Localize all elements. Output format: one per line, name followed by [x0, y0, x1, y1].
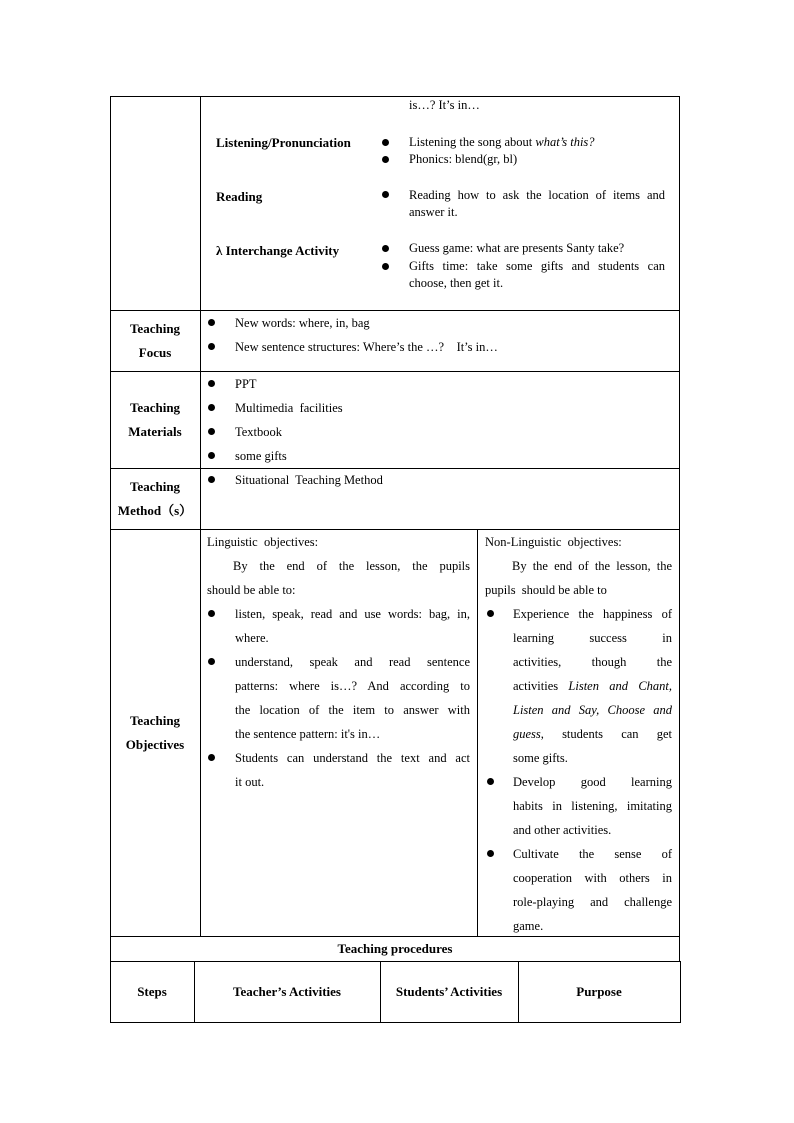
- non-linguistic-item: Develop good learning habits in listening, imitating and other activities.: [513, 775, 672, 837]
- bullet-icon: [208, 452, 215, 459]
- method-item: Situational Teaching Method: [235, 473, 383, 487]
- continuation-text: is…? It’s in…: [409, 98, 480, 112]
- linguistic-item: listen, speak, read and use words: bag, in, where.: [235, 607, 470, 645]
- section-title-listening: Listening/Pronunciation: [216, 135, 351, 150]
- non-linguistic-intro: By the end of the lesson, the: [512, 559, 672, 573]
- reading-item: Reading how to ask the location of items and answer it.: [409, 188, 665, 219]
- linguistic-heading: Linguistic objectives:: [207, 535, 319, 549]
- gifts-item: Gifts time: take some gifts and students can choose, then get it.: [409, 259, 665, 290]
- bullet-icon: [382, 245, 389, 252]
- non-linguistic-item: Cultivate the sense of cooperation with others in role-playing and challenge game.: [513, 847, 672, 933]
- linguistic-intro: By the end of the lesson, the pupils: [233, 559, 470, 573]
- linguistic-intro-end: should be able to:: [207, 583, 296, 597]
- non-linguistic-intro-end: pupils should be able to: [485, 583, 607, 597]
- linguistic-item: Students can understand the text and act it out.: [235, 751, 470, 789]
- materials-item: PPT: [235, 377, 257, 391]
- phonics-item: Phonics: blend(gr, bl): [409, 152, 518, 166]
- bullet-icon: [208, 476, 215, 483]
- materials-item: Multimedia facilities: [235, 401, 343, 415]
- section-title-reading: Reading: [216, 189, 263, 204]
- procedures-title: Teaching procedures: [337, 941, 453, 956]
- bullet-icon: [208, 428, 215, 435]
- bullet-icon: [208, 380, 215, 387]
- objectives-label: Teaching Objectives: [125, 713, 185, 752]
- bullet-icon: [382, 263, 389, 270]
- materials-item: Textbook: [235, 425, 283, 439]
- bullet-icon: [382, 139, 389, 146]
- bullet-icon: [382, 191, 389, 198]
- header-steps: Steps: [137, 984, 167, 999]
- guess-game-item: Guess game: what are presents Santy take?: [409, 241, 625, 255]
- method-label: Teaching Method（s）: [117, 479, 193, 518]
- bullet-icon: [382, 156, 389, 163]
- bullet-icon: [208, 658, 215, 665]
- focus-label: Teaching Focus: [129, 321, 181, 360]
- listening-item: Listening the song about what’s this?: [409, 135, 595, 149]
- header-teacher-activities: Teacher’s Activities: [233, 984, 341, 999]
- focus-item: New words: where, in, bag: [235, 316, 370, 330]
- bullet-icon: [487, 610, 494, 617]
- materials-item: some gifts: [235, 449, 287, 463]
- bullet-icon: [208, 610, 215, 617]
- header-students-activities: Students’ Activities: [395, 984, 503, 999]
- linguistic-item: understand, speak and read sentence patterns: where is…? And according to the location of the item to answer with the sentence pattern: it's in…: [235, 655, 470, 741]
- non-linguistic-heading: Non-Linguistic objectives:: [485, 535, 622, 549]
- non-linguistic-item: Experience the happiness of learning success in activities, though the activities Listen and Chant, Listen and Say, Choose and guess, students can get some gifts.: [513, 607, 673, 765]
- bullet-icon: [208, 319, 215, 326]
- bullet-icon: [487, 778, 494, 785]
- bullet-icon: [208, 343, 215, 350]
- bullet-icon: [208, 404, 215, 411]
- section-title-interchange: λ Interchange Activity: [216, 243, 340, 258]
- header-purpose: Purpose: [576, 984, 622, 999]
- bullet-icon: [487, 850, 494, 857]
- focus-item: New sentence structures: Where’s the …? It’s in…: [235, 340, 498, 354]
- materials-label: Teaching Materials: [128, 400, 182, 439]
- bullet-icon: [208, 754, 215, 761]
